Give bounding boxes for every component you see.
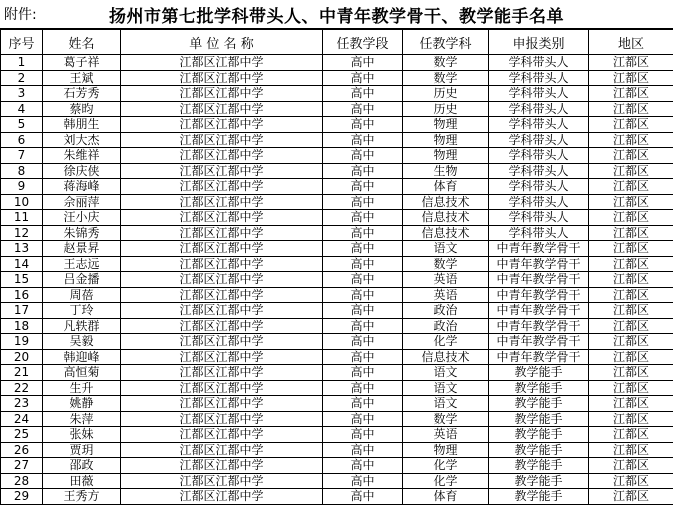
cell-index: 7 [1, 148, 43, 164]
cell-subject: 信息技术 [403, 194, 489, 210]
table-row [1, 411, 673, 427]
cell-subject: 数学 [403, 411, 489, 427]
cell-region: 江都区 [589, 225, 673, 241]
cell-name: 凡轶群 [43, 318, 121, 334]
cell-region: 江都区 [589, 86, 673, 102]
cell-region: 江都区 [589, 303, 673, 319]
cell-index: 3 [1, 86, 43, 102]
cell-name: 赵景昇 [43, 241, 121, 257]
cell-stage: 高中 [323, 427, 403, 443]
cell-stage: 高中 [323, 334, 403, 350]
cell-name: 高恒菊 [43, 365, 121, 381]
cell-stage: 高中 [323, 55, 403, 71]
cell-category: 学科带头人 [489, 194, 589, 210]
cell-index: 1 [1, 55, 43, 71]
cell-stage: 高中 [323, 194, 403, 210]
cell-unit: 江都区江都中学 [121, 287, 323, 303]
cell-category: 学科带头人 [489, 101, 589, 117]
cell-category: 学科带头人 [489, 132, 589, 148]
table-row [1, 70, 673, 86]
cell-category: 学科带头人 [489, 117, 589, 133]
table-row [1, 241, 673, 257]
cell-index: 19 [1, 334, 43, 350]
cell-unit: 江都区江都中学 [121, 349, 323, 365]
table-row [1, 458, 673, 474]
table-row [1, 148, 673, 164]
cell-unit: 江都区江都中学 [121, 148, 323, 164]
header-name: 姓名 [43, 30, 121, 55]
table-row [1, 427, 673, 443]
cell-subject: 信息技术 [403, 349, 489, 365]
table-row [1, 442, 673, 458]
cell-region: 江都区 [589, 210, 673, 226]
cell-subject: 语文 [403, 365, 489, 381]
cell-stage: 高中 [323, 163, 403, 179]
cell-category: 学科带头人 [489, 225, 589, 241]
cell-index: 15 [1, 272, 43, 288]
table-row [1, 55, 673, 71]
cell-index: 11 [1, 210, 43, 226]
table-row [1, 365, 673, 381]
table-row [1, 101, 673, 117]
cell-region: 江都区 [589, 132, 673, 148]
cell-name: 贾玥 [43, 442, 121, 458]
cell-region: 江都区 [589, 318, 673, 334]
cell-unit: 江都区江都中学 [121, 194, 323, 210]
cell-category: 中青年教学骨干 [489, 272, 589, 288]
cell-region: 江都区 [589, 148, 673, 164]
cell-unit: 江都区江都中学 [121, 163, 323, 179]
cell-subject: 英语 [403, 272, 489, 288]
cell-region: 江都区 [589, 411, 673, 427]
cell-category: 教学能手 [489, 411, 589, 427]
table-row [1, 473, 673, 489]
cell-index: 24 [1, 411, 43, 427]
cell-region: 江都区 [589, 427, 673, 443]
cell-subject: 数学 [403, 70, 489, 86]
cell-subject: 化学 [403, 334, 489, 350]
cell-name: 王斌 [43, 70, 121, 86]
cell-name: 生升 [43, 380, 121, 396]
cell-subject: 信息技术 [403, 210, 489, 226]
cell-region: 江都区 [589, 194, 673, 210]
cell-subject: 数学 [403, 256, 489, 272]
table-row [1, 117, 673, 133]
cell-index: 10 [1, 194, 43, 210]
cell-category: 教学能手 [489, 427, 589, 443]
cell-index: 4 [1, 101, 43, 117]
table-row [1, 334, 673, 350]
cell-stage: 高中 [323, 148, 403, 164]
cell-stage: 高中 [323, 287, 403, 303]
cell-name: 姚静 [43, 396, 121, 412]
cell-stage: 高中 [323, 70, 403, 86]
cell-category: 学科带头人 [489, 179, 589, 195]
cell-subject: 语文 [403, 241, 489, 257]
cell-index: 21 [1, 365, 43, 381]
cell-stage: 高中 [323, 411, 403, 427]
cell-name: 佘丽萍 [43, 194, 121, 210]
table-row [1, 489, 673, 505]
cell-subject: 历史 [403, 101, 489, 117]
cell-subject: 物理 [403, 132, 489, 148]
cell-subject: 体育 [403, 489, 489, 505]
cell-unit: 江都区江都中学 [121, 86, 323, 102]
cell-index: 25 [1, 427, 43, 443]
cell-stage: 高中 [323, 473, 403, 489]
cell-category: 中青年教学骨干 [489, 318, 589, 334]
cell-stage: 高中 [323, 396, 403, 412]
cell-region: 江都区 [589, 349, 673, 365]
cell-name: 蔡昀 [43, 101, 121, 117]
cell-region: 江都区 [589, 473, 673, 489]
cell-region: 江都区 [589, 117, 673, 133]
cell-stage: 高中 [323, 380, 403, 396]
cell-category: 学科带头人 [489, 163, 589, 179]
table-row [1, 225, 673, 241]
cell-unit: 江都区江都中学 [121, 334, 323, 350]
header-subject: 任教学科 [403, 30, 489, 55]
cell-name: 邵政 [43, 458, 121, 474]
cell-unit: 江都区江都中学 [121, 117, 323, 133]
cell-subject: 英语 [403, 287, 489, 303]
cell-index: 5 [1, 117, 43, 133]
table-row [1, 86, 673, 102]
cell-category: 教学能手 [489, 396, 589, 412]
cell-region: 江都区 [589, 287, 673, 303]
cell-unit: 江都区江都中学 [121, 132, 323, 148]
cell-unit: 江都区江都中学 [121, 225, 323, 241]
table-row [1, 318, 673, 334]
cell-index: 29 [1, 489, 43, 505]
cell-name: 丁玲 [43, 303, 121, 319]
cell-category: 学科带头人 [489, 86, 589, 102]
cell-subject: 物理 [403, 148, 489, 164]
cell-stage: 高中 [323, 349, 403, 365]
cell-category: 教学能手 [489, 473, 589, 489]
cell-name: 田薇 [43, 473, 121, 489]
table-row [1, 272, 673, 288]
cell-subject: 政治 [403, 318, 489, 334]
cell-index: 23 [1, 396, 43, 412]
cell-unit: 江都区江都中学 [121, 489, 323, 505]
cell-name: 吕金播 [43, 272, 121, 288]
cell-category: 中青年教学骨干 [489, 349, 589, 365]
table-row [1, 349, 673, 365]
table-row [1, 256, 673, 272]
cell-category: 教学能手 [489, 365, 589, 381]
cell-unit: 江都区江都中学 [121, 210, 323, 226]
cell-index: 22 [1, 380, 43, 396]
table-row [1, 303, 673, 319]
cell-region: 江都区 [589, 241, 673, 257]
cell-stage: 高中 [323, 86, 403, 102]
cell-stage: 高中 [323, 132, 403, 148]
cell-index: 12 [1, 225, 43, 241]
cell-unit: 江都区江都中学 [121, 458, 323, 474]
cell-region: 江都区 [589, 256, 673, 272]
cell-unit: 江都区江都中学 [121, 70, 323, 86]
cell-region: 江都区 [589, 458, 673, 474]
cell-name: 王秀方 [43, 489, 121, 505]
cell-stage: 高中 [323, 256, 403, 272]
cell-region: 江都区 [589, 179, 673, 195]
cell-index: 2 [1, 70, 43, 86]
cell-unit: 江都区江都中学 [121, 241, 323, 257]
cell-category: 教学能手 [489, 442, 589, 458]
table-row [1, 132, 673, 148]
cell-region: 江都区 [589, 396, 673, 412]
cell-subject: 语文 [403, 380, 489, 396]
header-row [1, 30, 673, 55]
cell-stage: 高中 [323, 458, 403, 474]
cell-category: 学科带头人 [489, 148, 589, 164]
cell-name: 周蓓 [43, 287, 121, 303]
cell-name: 韩迎峰 [43, 349, 121, 365]
cell-name: 韩朋生 [43, 117, 121, 133]
cell-subject: 物理 [403, 442, 489, 458]
cell-subject: 英语 [403, 427, 489, 443]
cell-index: 13 [1, 241, 43, 257]
cell-region: 江都区 [589, 55, 673, 71]
cell-stage: 高中 [323, 303, 403, 319]
cell-unit: 江都区江都中学 [121, 303, 323, 319]
cell-stage: 高中 [323, 272, 403, 288]
cell-category: 学科带头人 [489, 210, 589, 226]
cell-stage: 高中 [323, 489, 403, 505]
cell-stage: 高中 [323, 179, 403, 195]
cell-region: 江都区 [589, 334, 673, 350]
cell-name: 徐庆侠 [43, 163, 121, 179]
cell-stage: 高中 [323, 225, 403, 241]
cell-index: 9 [1, 179, 43, 195]
cell-unit: 江都区江都中学 [121, 380, 323, 396]
cell-name: 石芳秀 [43, 86, 121, 102]
cell-unit: 江都区江都中学 [121, 396, 323, 412]
cell-stage: 高中 [323, 241, 403, 257]
cell-name: 朱萍 [43, 411, 121, 427]
table-row [1, 380, 673, 396]
cell-stage: 高中 [323, 318, 403, 334]
cell-stage: 高中 [323, 101, 403, 117]
cell-subject: 语文 [403, 396, 489, 412]
cell-unit: 江都区江都中学 [121, 256, 323, 272]
cell-stage: 高中 [323, 365, 403, 381]
cell-index: 18 [1, 318, 43, 334]
cell-category: 学科带头人 [489, 55, 589, 71]
cell-unit: 江都区江都中学 [121, 101, 323, 117]
cell-unit: 江都区江都中学 [121, 179, 323, 195]
cell-region: 江都区 [589, 272, 673, 288]
cell-unit: 江都区江都中学 [121, 55, 323, 71]
cell-stage: 高中 [323, 117, 403, 133]
cell-unit: 江都区江都中学 [121, 318, 323, 334]
table-row [1, 396, 673, 412]
cell-category: 教学能手 [489, 380, 589, 396]
table-row [1, 210, 673, 226]
table-row [1, 163, 673, 179]
cell-category: 中青年教学骨干 [489, 334, 589, 350]
cell-unit: 江都区江都中学 [121, 473, 323, 489]
cell-category: 中青年教学骨干 [489, 287, 589, 303]
cell-name: 朱锦秀 [43, 225, 121, 241]
cell-unit: 江都区江都中学 [121, 272, 323, 288]
cell-name: 王志远 [43, 256, 121, 272]
header-unit: 单 位 名 称 [121, 30, 323, 55]
cell-subject: 化学 [403, 458, 489, 474]
cell-name: 吴毅 [43, 334, 121, 350]
name-list-table [0, 29, 673, 505]
cell-index: 8 [1, 163, 43, 179]
cell-name: 汪小庆 [43, 210, 121, 226]
cell-name: 蒋海峰 [43, 179, 121, 195]
cell-unit: 江都区江都中学 [121, 365, 323, 381]
cell-region: 江都区 [589, 365, 673, 381]
table-row [1, 179, 673, 195]
cell-index: 17 [1, 303, 43, 319]
cell-index: 26 [1, 442, 43, 458]
cell-stage: 高中 [323, 442, 403, 458]
cell-subject: 化学 [403, 473, 489, 489]
cell-region: 江都区 [589, 70, 673, 86]
cell-index: 16 [1, 287, 43, 303]
cell-region: 江都区 [589, 489, 673, 505]
cell-index: 6 [1, 132, 43, 148]
cell-index: 20 [1, 349, 43, 365]
cell-stage: 高中 [323, 210, 403, 226]
attachment-label: 附件: [4, 7, 37, 23]
header-region: 地区 [589, 30, 673, 55]
cell-category: 教学能手 [489, 458, 589, 474]
cell-name: 刘大杰 [43, 132, 121, 148]
title-row [0, 0, 673, 29]
cell-region: 江都区 [589, 101, 673, 117]
cell-category: 学科带头人 [489, 70, 589, 86]
cell-category: 中青年教学骨干 [489, 303, 589, 319]
cell-subject: 物理 [403, 117, 489, 133]
cell-subject: 体育 [403, 179, 489, 195]
cell-subject: 数学 [403, 55, 489, 71]
cell-unit: 江都区江都中学 [121, 427, 323, 443]
cell-category: 教学能手 [489, 489, 589, 505]
document-title: 扬州市第七批学科带头人、中青年教学骨干、教学能手名单 [109, 7, 564, 27]
cell-region: 江都区 [589, 380, 673, 396]
header-index: 序号 [1, 30, 43, 55]
table-row [1, 194, 673, 210]
table-row [1, 287, 673, 303]
cell-unit: 江都区江都中学 [121, 442, 323, 458]
cell-category: 中青年教学骨干 [489, 241, 589, 257]
cell-name: 朱维祥 [43, 148, 121, 164]
table-body [1, 55, 673, 505]
cell-region: 江都区 [589, 442, 673, 458]
cell-region: 江都区 [589, 163, 673, 179]
header-category: 申报类别 [489, 30, 589, 55]
cell-index: 28 [1, 473, 43, 489]
cell-name: 葛子祥 [43, 55, 121, 71]
cell-index: 14 [1, 256, 43, 272]
cell-subject: 政治 [403, 303, 489, 319]
cell-subject: 生物 [403, 163, 489, 179]
header-stage: 任教学段 [323, 30, 403, 55]
cell-subject: 历史 [403, 86, 489, 102]
cell-name: 张妹 [43, 427, 121, 443]
cell-index: 27 [1, 458, 43, 474]
cell-unit: 江都区江都中学 [121, 411, 323, 427]
cell-category: 中青年教学骨干 [489, 256, 589, 272]
cell-subject: 信息技术 [403, 225, 489, 241]
